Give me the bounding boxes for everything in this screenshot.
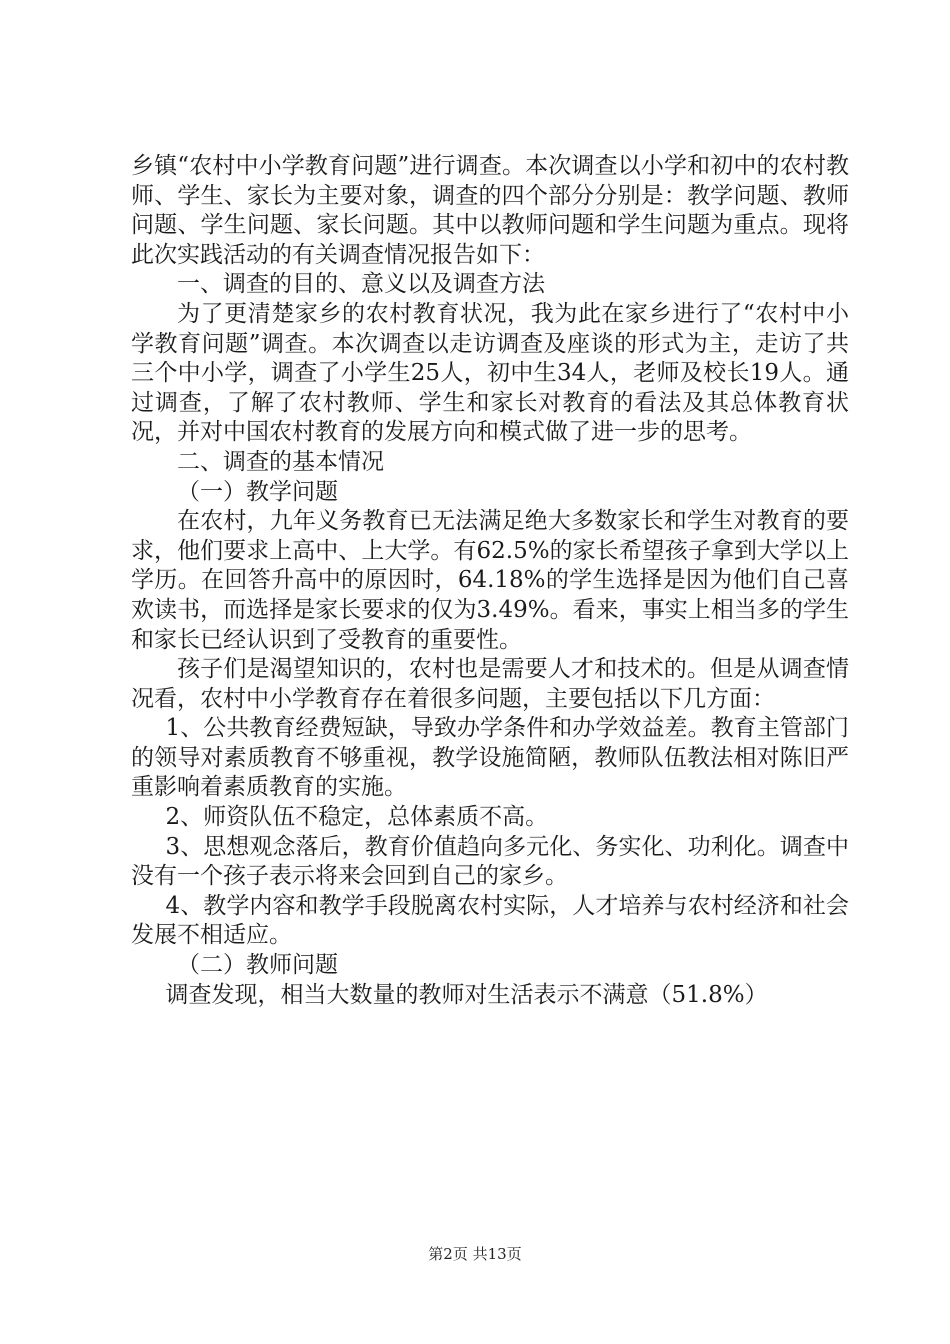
- heading-section-two: 二、调查的基本情况: [177, 448, 384, 475]
- paragraph-teacher-survey: 调查发现，相当大数量的教师对生活表示不满意（51.8%）: [165, 981, 768, 1008]
- paragraph-problems-intro: 孩子们是渴望知识的，农村也是需要人才和技术的。但是从调查情况看，农村中小学教育存在着很多问题，主要包括以下几方面：: [131, 656, 849, 712]
- subheading-teacher-issues: （二）教师问题: [177, 952, 338, 979]
- paragraph-intro: 乡镇“农村中小学教育问题”进行调查。本次调查以小学和初中的农村教师、学生、家长为主要对象，调查的四个部分分别是：教学问题、教师问题、学生问题、家长问题。其中以教师问题和学生问题为重点。现将此次实践活动的有关调查情况报告如下：: [131, 153, 849, 268]
- subheading-teaching-issues: （一）教学问题: [177, 478, 338, 505]
- list-item-4: 4、教学内容和教学手段脱离农村实际，人才培养与农村经济和社会发展不相适应。: [131, 892, 849, 949]
- list-item-1: 1、公共教育经费短缺，导致办学条件和办学效益差。教育主管部门的领导对素质教育不够重视，教学设施简陋，教师队伍教法相对陈旧严重影响着素质教育的实施。: [131, 715, 849, 801]
- document-body: [131, 152, 849, 1010]
- heading-section-one: 一、调查的目的、意义以及调查方法: [177, 271, 545, 298]
- list-item-3: 3、思想观念落后，教育价值趋向多元化、务实化、功利化。调查中没有一个孩子表示将来会回到自己的家乡。: [131, 833, 849, 890]
- paragraph-education-demand: 在农村，九年义务教育已无法满足绝大多数家长和学生对教育的要求，他们要求上高中、上大学。有62.5%的家长希望孩子拿到大学以上学历。在回答升高中的原因时，64.18%的学生选择是因为他们自己喜欢读书，而选择是家长要求的仅为3.49%。看来，事实上相当多的学生和家长已经认识到了受教育的重要性。: [131, 508, 849, 653]
- list-item-2: 2、师资队伍不稳定，总体素质不高。: [165, 804, 549, 831]
- paragraph-purpose: 为了更清楚家乡的农村教育状况，我为此在家乡进行了“农村中小学教育问题”调查。本次调查以走访调查及座谈的形式为主，走访了共三个中小学，调查了小学生25人，初中生34人，老师及校长19人。通过调查，了解了农村教师、学生和家长对教育的看法及其总体教育状况，并对中国农村教育的发展方向和模式做了进一步的思考。: [131, 300, 849, 446]
- page-footer: 第2页 共13页: [428, 1245, 522, 1263]
